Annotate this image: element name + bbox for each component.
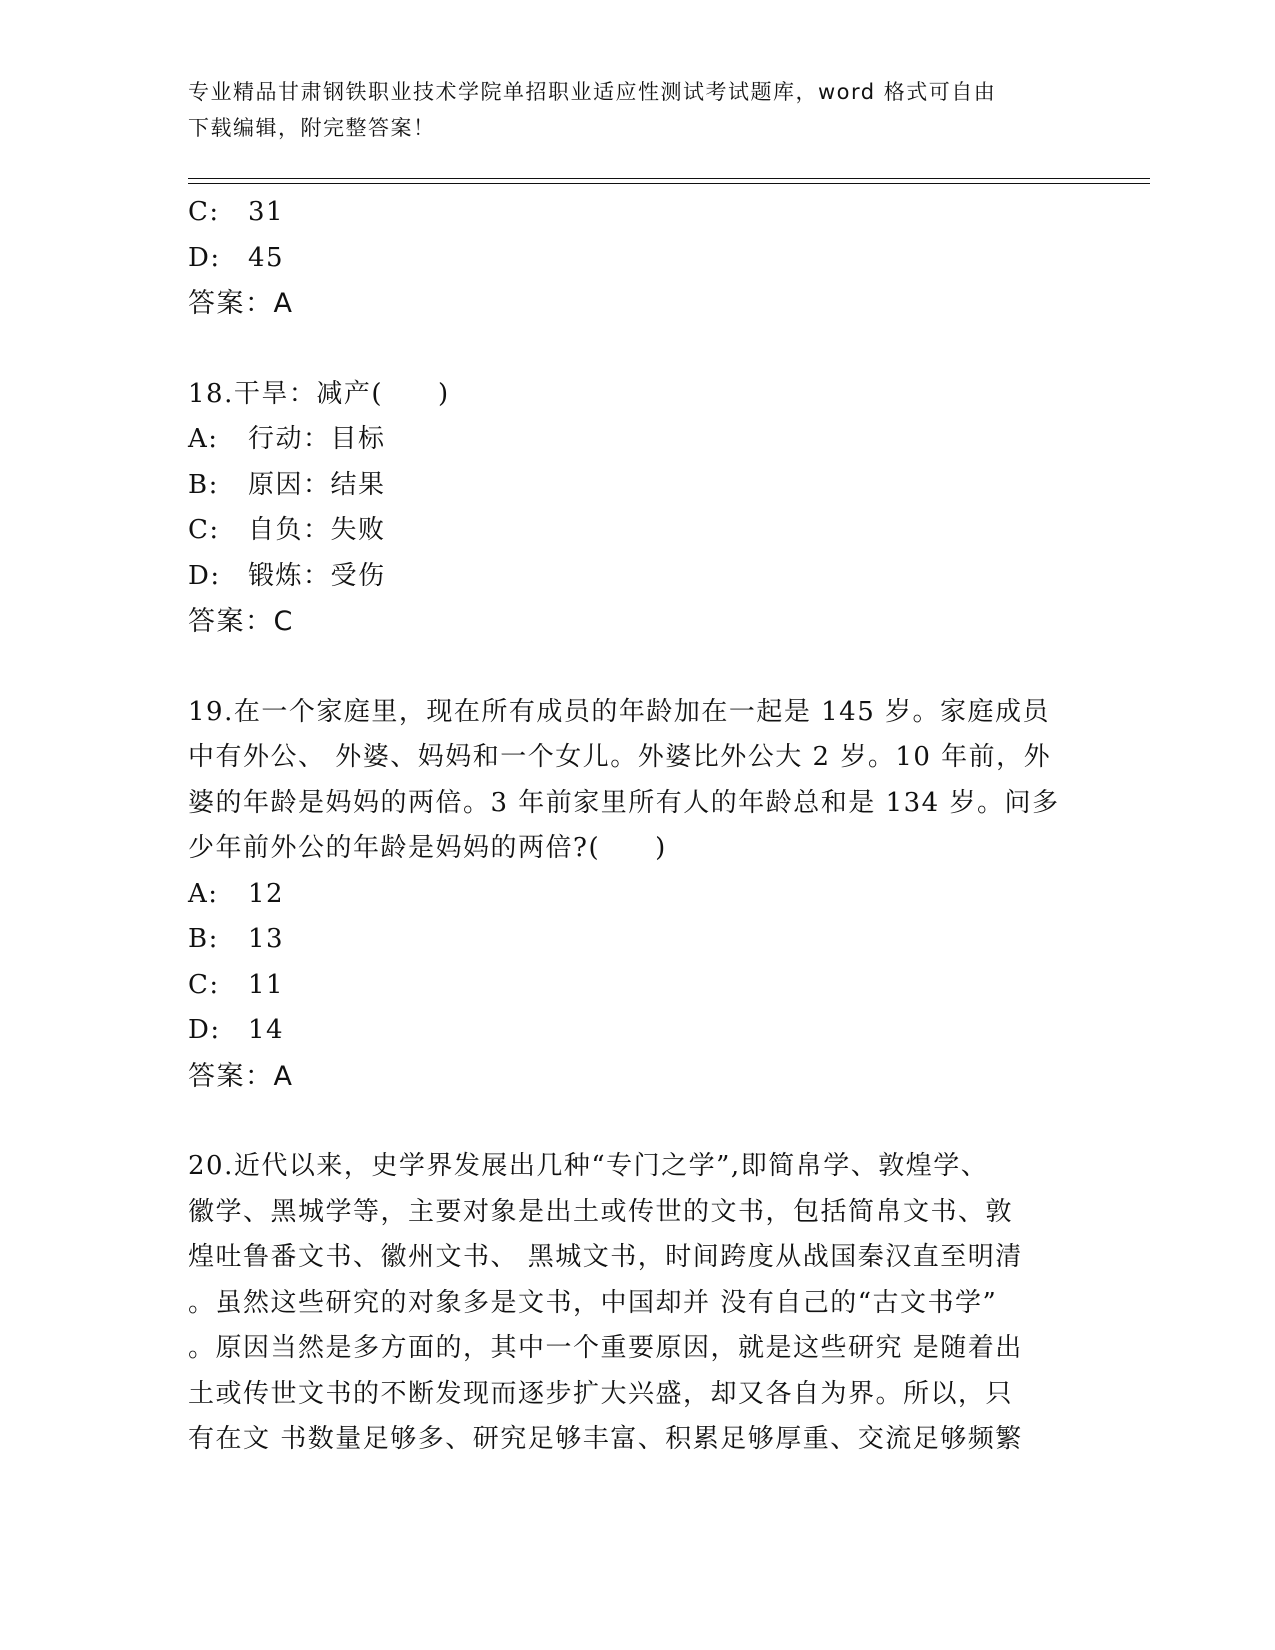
option-text: 14 [248, 1015, 285, 1045]
option-text: 行动：目标 [248, 424, 386, 454]
q19-stem-line: 婆的年龄是妈妈的两倍。3 年前家里所有人的年龄总和是 134 岁。问多 [188, 787, 1060, 818]
q18-option-a [188, 417, 1088, 463]
q17-answer: 答案：A [188, 288, 294, 319]
option-text: 31 [248, 197, 285, 227]
option-letter: B: [188, 924, 219, 954]
spacer [188, 645, 1088, 690]
q19-option-a [188, 872, 1088, 918]
option-letter: A: [188, 424, 219, 454]
option-letter: C: [188, 969, 220, 1000]
q20-stem-line: 。原因当然是多方面的，其中一个重要原因，就是这些研究 是随着出 [188, 1333, 1023, 1363]
option-text: 13 [248, 924, 285, 954]
q20-stem-line: 有在文 书数量足够多、研究足够丰富、积累足够厚重、交流足够频繁 [188, 1424, 1023, 1454]
q19-option-c [188, 963, 1088, 1009]
q18-option-b [188, 463, 1088, 509]
q19-stem-line: 中有外公、 外婆、妈妈和一个女儿。外婆比外公大 2 岁。10 年前，外 [188, 742, 1052, 772]
spacer [188, 327, 1088, 372]
option-letter: C: [188, 197, 220, 227]
q19-answer: 答案：A [188, 1060, 294, 1092]
q20-stem-line: 徽学、黑城学等，主要对象是出土或传世的文书，包括简帛文书、敦 [188, 1196, 1014, 1227]
option-letter: D: [188, 1015, 221, 1045]
q19-option-d [188, 1008, 1088, 1054]
q18-stem: 18.干旱：减产( ) [188, 378, 450, 409]
spacer [188, 1099, 1088, 1144]
option-text: 12 [248, 878, 285, 909]
q20-stem-line: 煌吐鲁番文书、徽州文书、 黑城文书，时间跨度从战国秦汉直至明清 [188, 1242, 1023, 1272]
option-text: 自负：失败 [248, 515, 386, 545]
option-letter: D: [188, 560, 221, 591]
option-letter: B: [188, 469, 219, 500]
header-line-1: 专业精品甘肃钢铁职业技术学院单招职业适应性测试考试题库，word 格式可自由 [188, 80, 997, 104]
q18-option-d [188, 554, 1088, 600]
q18-answer: 答案：C [188, 606, 294, 637]
header-divider-top [188, 178, 1150, 179]
q20-stem-line: 。虽然这些研究的对象多是文书，中国却并 没有自己的“古文书学” [188, 1287, 998, 1318]
option-text: 锻炼：受伤 [248, 560, 386, 591]
q19-stem-line: 19.在一个家庭里，现在所有成员的年龄加在一起是 145 岁。家庭成员 [188, 696, 1051, 727]
option-text: 11 [248, 969, 285, 1000]
header-line-2: 下载编辑，附完整答案！ [188, 116, 436, 140]
option-text: 45 [248, 242, 285, 273]
q20-stem-line: 土或传世文书的不断发现而逐步扩大兴盛，却又各自为界。所以，只 [188, 1378, 1014, 1409]
header-divider-bottom [188, 183, 1150, 184]
q17-option-c [188, 190, 1088, 236]
option-text: 原因：结果 [248, 469, 386, 500]
option-letter: D: [188, 242, 221, 273]
q17-option-d [188, 236, 1088, 282]
q19-option-b [188, 917, 1088, 963]
option-letter: A: [188, 878, 219, 909]
question-content [188, 190, 1088, 1463]
page-header [188, 74, 1078, 146]
option-letter: C: [188, 515, 220, 545]
q18-option-c [188, 508, 1088, 554]
q20-stem-line: 20.近代以来，史学界发展出几种“专门之学”,即简帛学、敦煌学、 [188, 1151, 989, 1181]
q19-stem-line: 少年前外公的年龄是妈妈的两倍?( ) [188, 833, 667, 863]
